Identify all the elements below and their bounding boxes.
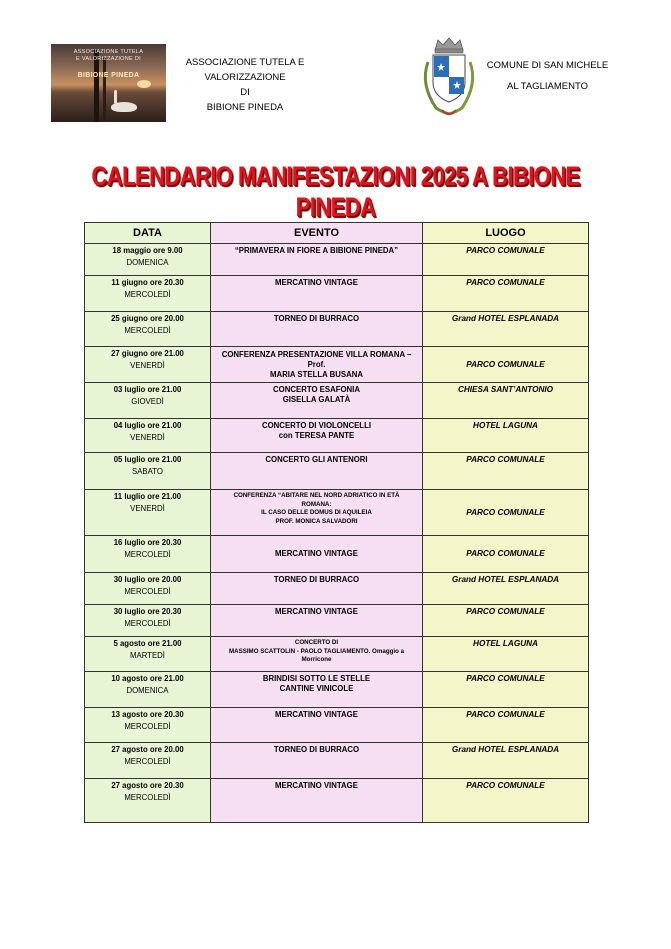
event-title-line: MARIA STELLA BUSANA: [270, 369, 363, 379]
date-cell: [85, 490, 211, 536]
table-row: [85, 312, 589, 347]
place-cell: [423, 605, 589, 637]
event-cell: [211, 490, 423, 536]
column-header-data: DATA: [85, 223, 211, 244]
table-row: [85, 743, 589, 779]
municipality-name: [485, 55, 610, 97]
event-weekday: DOMENICA: [126, 258, 169, 267]
event-weekday: SABATO: [132, 467, 163, 476]
table-row: [85, 347, 589, 383]
date-cell: [85, 637, 211, 672]
event-title-line: MERCATINO VINTAGE: [275, 278, 358, 287]
event-date: 04 luglio ore 21.00: [113, 421, 182, 430]
event-cell: [211, 743, 423, 779]
place-cell: [423, 708, 589, 743]
event-date: 27 agosto ore 20.30: [111, 781, 184, 790]
place-cell: [423, 536, 589, 573]
table-row: [85, 536, 589, 573]
event-title-line: TORNEO DI BURRACO: [273, 745, 360, 754]
table-header-row: [85, 223, 589, 244]
event-cell: [211, 672, 423, 708]
event-date: 27 agosto ore 20.00: [111, 745, 184, 754]
event-cell: [211, 453, 423, 490]
event-weekday: MERCOLEDÌ: [124, 619, 171, 628]
event-weekday: VENERDÌ: [130, 504, 165, 513]
event-cell: [211, 637, 423, 672]
place-cell: [423, 244, 589, 276]
association-line: DI: [240, 87, 250, 98]
event-place: PARCO COMUNALE: [466, 674, 545, 683]
event-title-line: CONFERENZA PRESENTAZIONE VILLA ROMANA – Prof.: [221, 349, 412, 369]
event-date: 10 agosto ore 21.00: [111, 674, 184, 683]
event-cell: [211, 276, 423, 312]
event-title-line: MASSIMO SCATTOLIN - PAOLO TAGLIAMENTO. Omaggio a: [228, 647, 405, 655]
place-cell: [423, 490, 589, 536]
event-title-line: GISELLA GALATÀ: [282, 395, 351, 404]
place-cell: [423, 347, 589, 383]
event-place: Grand HOTEL ESPLANADA: [451, 575, 560, 584]
event-place: PARCO COMUNALE: [466, 278, 545, 287]
event-weekday: VENERDÌ: [130, 361, 165, 370]
event-title-line: BRINDISI SOTTO LE STELLE: [262, 674, 371, 683]
event-place: PARCO COMUNALE: [466, 507, 545, 517]
event-weekday: MERCOLEDÌ: [124, 550, 171, 559]
event-title-line: MERCATINO VINTAGE: [275, 781, 358, 790]
date-cell: [85, 419, 211, 453]
table-row: [85, 779, 589, 823]
events-table: [84, 222, 589, 823]
event-title-line: MERCATINO VINTAGE: [275, 549, 358, 558]
date-cell: [85, 672, 211, 708]
event-weekday: MERCOLEDÌ: [124, 290, 171, 299]
date-cell: [85, 453, 211, 490]
event-cell: [211, 779, 423, 823]
event-date: 5 agosto ore 21.00: [113, 639, 182, 648]
event-place: PARCO COMUNALE: [466, 710, 545, 719]
event-date: 27 giugno ore 21.00: [111, 349, 184, 358]
event-place: Grand HOTEL ESPLANADA: [451, 745, 560, 754]
date-cell: [85, 347, 211, 383]
event-place: HOTEL LAGUNA: [473, 421, 538, 430]
event-weekday: MERCOLEDÌ: [124, 326, 171, 335]
event-place: PARCO COMUNALE: [466, 781, 545, 790]
association-line: VALORIZZAZIONE: [204, 72, 286, 83]
sunset-shape: [137, 80, 151, 88]
place-cell: [423, 779, 589, 823]
place-cell: [423, 453, 589, 490]
date-cell: [85, 276, 211, 312]
event-cell: [211, 708, 423, 743]
event-place: PARCO COMUNALE: [466, 549, 545, 558]
event-weekday: MERCOLEDÌ: [124, 757, 171, 766]
table-row: [85, 276, 589, 312]
event-title-line: CONCERTO GLI ANTENORI: [265, 455, 368, 464]
place-cell: [423, 312, 589, 347]
event-date: 11 giugno ore 20.30: [111, 278, 184, 287]
association-line: BIBIONE PINEDA: [206, 102, 284, 113]
date-cell: [85, 573, 211, 605]
event-title-line: Morricone: [301, 656, 332, 663]
event-title-line: MERCATINO VINTAGE: [275, 607, 358, 616]
date-cell: [85, 779, 211, 823]
event-title-line: CONCERTO DI VIOLONCELLI: [261, 421, 371, 430]
event-place: Grand HOTEL ESPLANADA: [451, 314, 560, 323]
event-date: 11 luglio ore 21.00: [113, 492, 182, 501]
event-title-line: TORNEO DI BURRACO: [273, 314, 360, 323]
event-date: 25 giugno ore 20.00: [111, 314, 184, 323]
event-date: 13 agosto ore 20.30: [111, 710, 184, 719]
event-weekday: DOMENICA: [126, 686, 169, 695]
table-row: [85, 605, 589, 637]
table-row: [85, 453, 589, 490]
event-title-line: con TERESA PANTE: [278, 431, 355, 440]
event-weekday: MERCOLEDÌ: [124, 722, 171, 731]
date-cell: [85, 244, 211, 276]
place-cell: [423, 637, 589, 672]
event-title-line: CONFERENZA “ABITARE NEL NORD ADRIATICO IN ETÀ: [233, 492, 400, 499]
logo-text: BIBIONE PINEDA: [77, 72, 140, 79]
event-title-line: CONCERTO DI: [294, 639, 339, 646]
table-row: [85, 672, 589, 708]
place-cell: [423, 573, 589, 605]
event-place: PARCO COMUNALE: [466, 455, 545, 464]
table-row: [85, 637, 589, 672]
event-weekday: MARTEDÌ: [130, 651, 165, 660]
event-cell: [211, 312, 423, 347]
place-cell: [423, 419, 589, 453]
event-cell: [211, 244, 423, 276]
event-title-line: “PRIMAVERA IN FIORE A BIBIONE PINEDA”: [234, 246, 399, 255]
logo-text: E VALORIZZAZIONE DI: [76, 56, 141, 62]
event-weekday: VENERDÌ: [130, 433, 165, 442]
event-title-line: TORNEO DI BURRACO: [273, 575, 360, 584]
table-row: [85, 383, 589, 419]
place-cell: [423, 672, 589, 708]
event-title-line: ROMANA:: [301, 500, 332, 508]
event-date: 18 maggio ore 9.00: [112, 246, 183, 255]
event-title-line: PROF. MONICA SALVADORI: [275, 517, 358, 525]
event-cell: [211, 383, 423, 419]
swan-icon: [111, 102, 137, 112]
event-date: 03 luglio ore 21.00: [113, 385, 182, 394]
table-row: [85, 490, 589, 536]
municipality-line: COMUNE DI SAN MICHELE: [486, 60, 609, 71]
association-line: ASSOCIAZIONE TUTELA E: [185, 57, 305, 68]
event-place: PARCO COMUNALE: [466, 246, 545, 255]
event-weekday: MERCOLEDÌ: [124, 587, 171, 596]
column-header-luogo: LUOGO: [423, 223, 589, 244]
event-place: PARCO COMUNALE: [466, 359, 545, 369]
date-cell: [85, 743, 211, 779]
event-place: HOTEL LAGUNA: [473, 639, 538, 648]
event-title-line: CANTINE VINICOLE: [279, 684, 354, 693]
event-title-line: CONCERTO ESAFONIA: [273, 385, 360, 394]
event-place: PARCO COMUNALE: [466, 607, 545, 616]
event-date: 30 luglio ore 20.30: [113, 607, 182, 616]
municipal-crest-icon: [418, 36, 480, 122]
date-cell: [85, 605, 211, 637]
municipality-line: AL TAGLIAMENTO: [507, 81, 588, 92]
association-logo: [51, 44, 166, 122]
table-row: [85, 708, 589, 743]
page-title: CALENDARIO MANIFESTAZIONI 2025 A BIBIONE PINEDA: [91, 161, 580, 222]
date-cell: [85, 708, 211, 743]
event-cell: [211, 573, 423, 605]
table-row: [85, 419, 589, 453]
event-cell: [211, 419, 423, 453]
event-cell: [211, 347, 423, 383]
pole-shape: [103, 58, 106, 122]
event-date: 30 luglio ore 20.00: [113, 575, 182, 584]
table-row: [85, 244, 589, 276]
event-title-line: MERCATINO VINTAGE: [275, 710, 358, 719]
event-weekday: MERCOLEDÌ: [124, 793, 171, 802]
event-place: CHIESA SANT’ANTONIO: [457, 385, 554, 394]
date-cell: [85, 383, 211, 419]
event-weekday: GIOVEDÌ: [131, 397, 164, 406]
place-cell: [423, 276, 589, 312]
logo-text: ASSOCIAZIONE TUTELA: [73, 49, 144, 55]
association-name: [170, 55, 320, 115]
table-row: [85, 573, 589, 605]
event-date: 16 luglio ore 20.30: [113, 538, 182, 547]
place-cell: [423, 383, 589, 419]
event-title-line: IL CASO DELLE DOMUS DI AQUILEIA: [261, 509, 372, 516]
date-cell: [85, 536, 211, 573]
event-cell: [211, 536, 423, 573]
event-date: 05 luglio ore 21.00: [113, 455, 182, 464]
column-header-evento: EVENTO: [211, 223, 423, 244]
place-cell: [423, 743, 589, 779]
date-cell: [85, 312, 211, 347]
event-cell: [211, 605, 423, 637]
